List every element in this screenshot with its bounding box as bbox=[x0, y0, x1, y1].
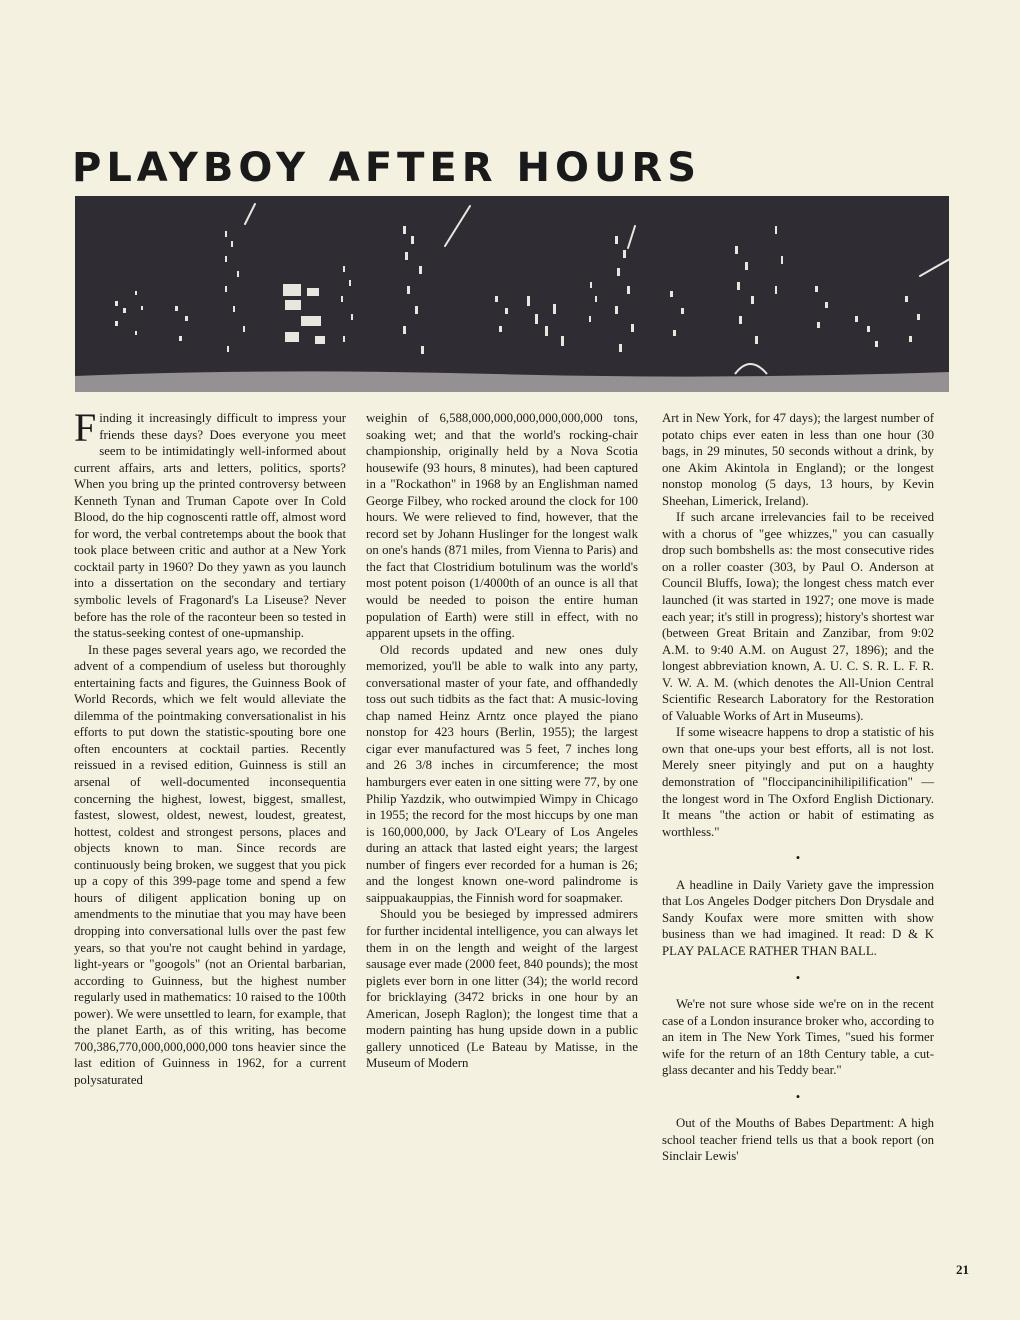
page-title: PLAYBOY AFTER HOURS bbox=[72, 145, 702, 191]
column-3 bbox=[662, 410, 934, 1165]
paragraph: In these pages several years ago, we recorded the advent of a compendium of useless but thoroughly entertaining facts and figures, the Guinness Book of World Records, which we felt would alleviate the dilemma of the pointmaking conversationalist in his efforts to put down the statistic-spouting bore one often encounters at cocktail parties. Recently reissued in a revised edition, Guinness is still an arsenal of well-documented inconsequentia concerning the highest, lowest, biggest, smallest, fastest, slowest, oldest, newest, loudest, greatest, hottest, coldest and strongest persons, places and objects known to man. Since records are continuously being broken, we suggest that you pick up a copy of this 399-page tome and spend a few hours of diligent application boning up on amendments to the minutiae that you may have been dropping into conversational lulls over the past few years, so that you're not caught behind in yardage, light-years or "googols" (not an Oriental barbarian, according to Guinness, but the highest number regularly used in mathematics: 10 raised to the 100th power). We were unsettled to learn, for example, that the planet Earth, as of this writing, has become 700,386,770,000,000,000,000 tons heavier since the last edition of Guinness in 1962, for a current polysaturated bbox=[74, 642, 346, 1087]
column-2 bbox=[366, 410, 638, 1072]
paragraph: We're not sure whose side we're on in the recent case of a London insurance broker who, according to an item in The New York Times, "sued his former wife for the return of an 18th Century table, a cut-glass decanter and his Teddy bear." bbox=[662, 997, 934, 1078]
paragraph: If some wiseacre happens to drop a statistic of his own that one-ups your best efforts, all is not lost. Merely sneer pityingly and put on a haughty demonstration of "floccipancinihilipilification" —the longest word in The Oxford English Dictionary. It means "the action or habit of estimating as worthless." bbox=[662, 725, 934, 839]
city-skyline-illustration bbox=[75, 196, 949, 392]
separator-bullet: • bbox=[795, 851, 801, 866]
separator-bullet: • bbox=[795, 1089, 801, 1104]
separator-bullet: • bbox=[795, 970, 801, 985]
paragraph: A headline in Daily Variety gave the impression that Los Angeles Dodger pitchers Don Drysdale and Sandy Koufax were more smitten with show business than we had imagined. It read: D & K PLAY PALACE RATHER THAN BALL. bbox=[662, 877, 934, 958]
paragraph: Should you be besieged by impressed admirers for further incidental intelligence, you can always let them in on the length and weight of the largest sausage ever made (2000 feet, 840 pounds); the most piglets ever born in one litter (34); the world record for bricklaying (3472 bricks in one hour by an American, Joseph Raglon); the longest time that a modern painting has hung upside down in a public gallery unnoticed (Le Bateau by Matisse, in the Museum of Modern bbox=[366, 907, 638, 1071]
drop-cap: F bbox=[74, 405, 97, 450]
paragraph: weighin of 6,588,000,000,000,000,000,000 tons, soaking wet; and that the world's rocking-chair championship, originally held by a Nova Scotia housewife (93 hours, 8 minutes), had been captured in a "Rockathon" in 1968 by an Englishman named George Filbey, who rocked around the clock for 100 hours. We were relieved to find, however, that the record set by Johann Huslinger for the longest walk on one's hands (871 miles, from Vienna to Paris) and the fact that Clostridium botulinum was the world's most potent poison (1/4000th of an ounce is all that would be needed to poison the entire human population of Earth) were still in effect, with no apparent upsets in the offing. bbox=[366, 411, 638, 641]
paragraph: If such arcane irrelevancies fail to be received with a chorus of "gee whizzes," you can casually drop such bombshells as: the most consecutive rides on a roller coaster (303, by Paul O. Anderson at Council Bluffs, Iowa); the longest chess match ever launched (it was started in 1927; one move is made each year; it's still in progress); history's shortest war (between Great Britain and Zanzibar, from 9:02 A.M. to 9:40 A.M. on August 27, 1896); and the longest abbreviation known, A. U. C. S. R. L. F. R. V. W. A. M. (which denotes the All-Union Central Scientific Research Laboratory for the Restoration of Valuable Works of Art in Museums). bbox=[662, 510, 934, 723]
paragraph-text: inding it increasingly difficult to impress your friends these days? Does everyone you meet seem to be intimidatingly well-informed about current affairs, arts and letters, politics, sports? When you bring up the printed controversy between Kenneth Tynan and Truman Capote over In Cold Blood, do the hip cognoscenti rattle off, almost word for word, the verbal contretemps about the book that took place between critic and author at a New York cocktail party in 1960? Do they yawn as you launch into a dissertation on the secondary and tertiary symbolic levels of Fragonard's La Liseuse? Never before has the role of the raconteur been so tested in the status-seeking contest of one-upmanship. bbox=[74, 411, 346, 641]
column-1 bbox=[74, 405, 346, 1088]
paragraph bbox=[74, 405, 346, 642]
page-number: 21 bbox=[956, 1262, 969, 1277]
paragraph: Out of the Mouths of Babes Department: A high school teacher friend tells us that a book report (on Sinclair Lewis' bbox=[662, 1116, 934, 1164]
paragraph: Old records updated and new ones duly memorized, you'll be able to walk into any party, conversational master of your fate, and offhandedly toss out such tidbits as the fact that: A music-loving chap named Heinz Arntz once played the piano nonstop for 423 hours (Berlin, 1955); the largest cigar ever manufactured was 5 feet, 7 inches long and 26 3/8 inches in circumference; the most hamburgers ever eaten in one sitting were 77, by one Philip Yazdzik, who outwimpied Wimpy in Chicago in 1955; the record for the most hiccups by one man is 160,000,000, by Jack O'Leary of Los Angeles during an attack that lasted eight years; the largest number of fingers ever recorded for a human is 26; and the longest known one-word palindrome is saippuakauppias, the Finnish word for soapmaker. bbox=[366, 642, 638, 905]
paragraph: Art in New York, for 47 days); the largest number of potato chips ever eaten in less than one hour (30 bags, in 29 minutes, 50 seconds without a drink, by one Akim Akintola in England); or the longest nonstop monolog (5 days, 13 hours, by Kevin Sheehan, Limerick, Ireland). bbox=[662, 411, 934, 508]
